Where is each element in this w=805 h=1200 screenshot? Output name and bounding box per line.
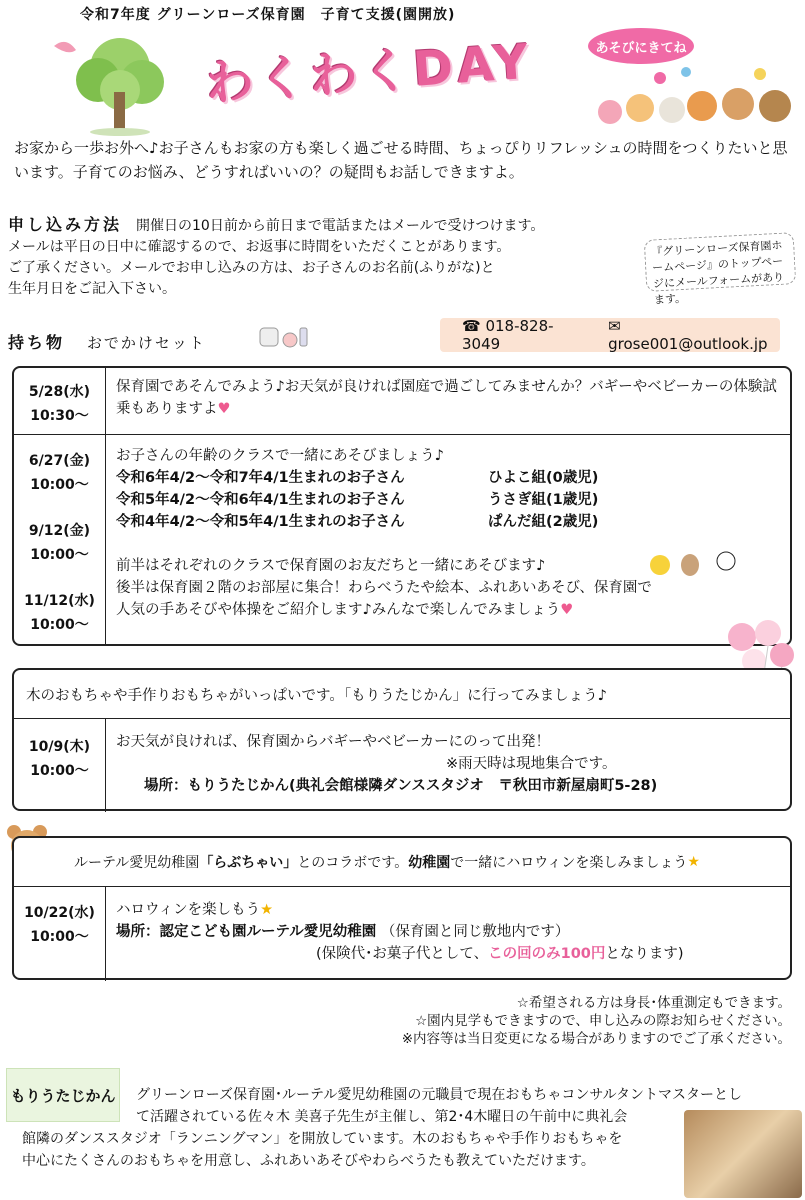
box3-location-note: （保育園と同じ敷地内です） — [380, 924, 570, 940]
date-label: 10/22(水) — [24, 905, 95, 921]
row1-text: 保育園であそんでみよう♪お天気が良ければ園庭で過ごしてみませんか？バギーやベビーカーの体験試乗もありますよ — [116, 379, 777, 417]
date-label: 11/12(水) — [24, 593, 95, 609]
time-label: 10:30〜 — [30, 408, 89, 424]
speech-bubble: あそびにきてね — [588, 28, 694, 64]
footer-line2: て活躍されている佐々木 美喜子先生が主催し、第2･4木曜日の午前中に典礼会 — [136, 1109, 628, 1125]
note-item: ☆園内見学もできますので、申し込みの際お知らせください。 — [415, 1013, 791, 1029]
note-item: ☆希望される方は身長･体重測定もできます。 — [516, 995, 791, 1011]
star-icon: ★ — [260, 902, 274, 918]
kindergarten-name: ルーテル愛児幼稚園 — [74, 855, 200, 871]
box3-header-d: 幼稚園 — [408, 855, 451, 871]
box3-fee-b: この回のみ100円 — [488, 946, 606, 962]
belongings-value: おでかけセット — [87, 334, 206, 352]
box2-line1: お天気が良ければ、保育園からバギーやベビーカーにのって出発！ — [116, 734, 550, 750]
page-title: わくわくDAY — [203, 33, 535, 113]
contact-bar — [440, 318, 780, 352]
schedule-box-1 — [12, 366, 792, 646]
morita-tag: もりうたじかん — [6, 1068, 120, 1122]
footer-line3: 館隣のダンススタジオ「ランニングマン」を開放しています。木のおもちゃや手作りおもちゃを — [22, 1131, 623, 1147]
chick-icon — [650, 555, 670, 575]
footer-line4: 中心にたくさんのおもちゃを用意し、ふれあいあそびやわらべうたも教えていただけます。 — [22, 1153, 595, 1169]
class-name: うさぎ組(1歳児) — [488, 492, 599, 508]
row2-p2: 後半は保育園２階のお部屋に集合！わらべうたや絵本、ふれあいあそび、保育園で — [116, 580, 652, 596]
schedule-box-2 — [12, 668, 792, 811]
box3-fee-a: (保険代･お菓子代として、 — [316, 946, 489, 962]
row2-p3: 人気の手あそびや体操をご紹介します♪みんなで楽しんでみましょう — [116, 602, 561, 618]
lovechai-name: 「らぶちゃい」 — [199, 855, 298, 871]
class-name: ぱんだ組(2歳児) — [488, 514, 599, 530]
rabbit-icon — [681, 554, 699, 576]
box2-location: 場所：もりうたじかん(典礼会館様隣ダンススタジオ 〒秋田市新屋扇町5-28) — [144, 778, 658, 794]
box3-header-c: とのコラボです。 — [297, 855, 409, 871]
time-label: 10:00〜 — [30, 547, 89, 563]
box3-location: 場所：認定こども園ルーテル愛児幼稚園 — [116, 924, 377, 940]
box2-line2: ※雨天時は現地集合です。 — [446, 756, 617, 772]
box3-header — [14, 838, 790, 887]
date-label: 10/9(木) — [28, 739, 91, 755]
baby-goods-icon — [258, 322, 310, 350]
box2-header: 木のおもちゃや手作りおもちゃがいっぱいです。「もりうたじかん」に行ってみましょう♪ — [14, 670, 790, 719]
date-label: 9/12(金) — [28, 523, 91, 539]
footer-text-bottom — [22, 1128, 682, 1172]
box3-fee-c: となります) — [605, 946, 684, 962]
mail-form-note: 『グリーンローズ保育園ホームページ』のトップページにメールフォームがあります。 — [644, 232, 797, 292]
apply-line3: ご了承ください。メールでお申し込みの方は、お子さんのお名前(ふりがな)と — [8, 260, 495, 276]
row2-p1: 前半はそれぞれのクラスで保育園のお友だちと一緒にあそびます♪ — [116, 558, 546, 574]
apply-line2: メールは平日の日中に確認するので、お返事に時間をいただくことがあります。 — [8, 239, 511, 255]
class-range: 令和4年4/2〜令和5年4/1生まれのお子さん — [116, 514, 405, 530]
intro-text: お家から一歩お外へ♪お子さんもお家の方も楽しく過ごせる時間、ちょっぴりリフレッシュの時間をつくりたいと思います。子育てのお悩み、どうすればいいの？の疑問もお話しできますよ。 — [14, 139, 788, 181]
animal-parade-illustration — [590, 62, 800, 134]
phone-number[interactable]: 018-828-3049 — [462, 317, 554, 353]
box3-header-e: で一緒にハロウィンを楽しみましょう — [450, 855, 688, 871]
note-item: ※内容等は当日変更になる場合がありますのでご了承ください。 — [401, 1031, 791, 1047]
schedule-box-3 — [12, 836, 792, 980]
box3-line1: ハロウィンを楽しもう — [116, 902, 261, 918]
footer-line1: グリーンローズ保育園･ルーテル愛児幼稚園の元職員で現在おもちゃコンサルタントマスターとし — [136, 1087, 743, 1103]
apply-section — [8, 212, 638, 300]
star-icon: ★ — [687, 854, 700, 870]
date-label: 5/28(水) — [28, 384, 91, 400]
class-range: 令和6年4/2〜令和7年4/1生まれのお子さん — [116, 470, 405, 486]
time-label: 10:00〜 — [30, 617, 89, 633]
notes — [402, 994, 791, 1048]
class-name: ひよこ組(0歳児) — [488, 470, 599, 486]
time-label: 10:00〜 — [30, 763, 89, 779]
heart-icon: ♥ — [217, 401, 231, 417]
row2-lead: お子さんの年齢のクラスで一緒にあそびましょう♪ — [116, 448, 444, 464]
belongings-section — [8, 330, 206, 353]
heart-icon: ♥ — [560, 602, 574, 618]
mail-icon: ✉ — [608, 317, 621, 335]
panda-icon — [717, 552, 735, 570]
apply-heading: 申し込み方法 — [8, 215, 123, 234]
email-address[interactable]: grose001@outlook.jp — [608, 335, 768, 353]
bird-icon — [54, 42, 76, 52]
date-label: 6/27(金) — [28, 453, 91, 469]
time-label: 10:00〜 — [30, 929, 89, 945]
header-top-line: 令和7年度 グリーンローズ保育園 子育て支援(園開放) — [80, 7, 456, 23]
belongings-heading: 持ち物 — [8, 333, 66, 352]
time-label: 10:00〜 — [30, 477, 89, 493]
studio-photo — [684, 1110, 802, 1198]
apply-line4: 生年月日をご記入下さい。 — [8, 281, 176, 297]
class-animals-icon — [646, 545, 746, 579]
class-range: 令和5年4/2〜令和6年4/1生まれのお子さん — [116, 492, 405, 508]
phone-icon: ☎ — [462, 317, 481, 335]
apply-line1: 開催日の10日前から前日まで電話またはメールで受けつけます。 — [136, 218, 545, 234]
tree-illustration — [40, 28, 170, 138]
